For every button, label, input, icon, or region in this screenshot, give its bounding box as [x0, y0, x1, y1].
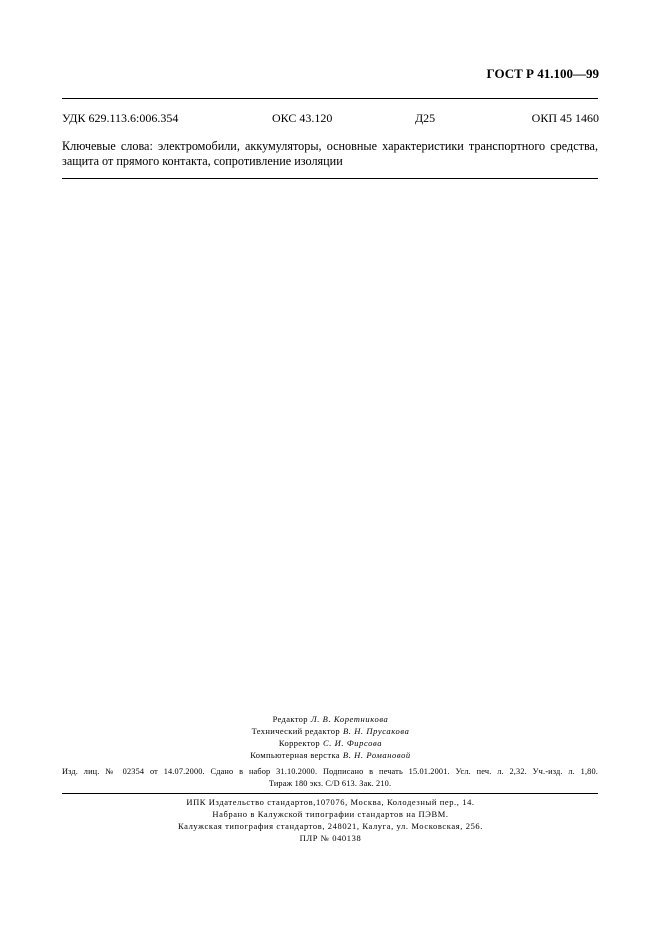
credit-name: С. И. Фирсова [322, 738, 383, 748]
okp-code: ОКП 45 1460 [531, 111, 599, 125]
credit-tech-editor [0, 725, 661, 737]
credit-editor [0, 713, 661, 725]
publication-details [62, 766, 598, 790]
standard-id: ГОСТ Р 41.100—99 [486, 66, 599, 81]
press-line-2: Набрано в Калужской типографии стандартов на ПЭВМ. [212, 809, 449, 819]
group-code: Д25 [415, 111, 436, 125]
credit-role: Технический редактор [251, 726, 340, 736]
oks-code: ОКС 43.120 [272, 111, 333, 125]
publication-line-2: Тираж 180 экз. С/D 613. Зак. 210. [268, 779, 392, 788]
top-rule [62, 98, 598, 99]
credit-role: Корректор [278, 738, 320, 748]
credit-layout [0, 749, 661, 761]
credit-name: Л. В. Коретникова [310, 714, 389, 724]
keywords-line-1: Ключевые слова: электромобили, аккумуляторы, основные характеристики транспортного средства, [62, 139, 598, 153]
press-info [0, 796, 661, 844]
udc-code: УДК 629.113.6:006.354 [62, 111, 179, 125]
editorial-credits [0, 713, 661, 761]
credit-role: Компьютерная верстка [250, 750, 340, 760]
credit-name: В. Н. Романовой [342, 750, 411, 760]
press-line-4: ПЛР № 040138 [299, 833, 362, 843]
imprint-rule [62, 793, 598, 794]
keywords-line-2: защита от прямого контакта, сопротивление изоляции [62, 154, 343, 168]
press-line-1: ИПК Издательство стандартов,107076, Москва, Колодезный пер., 14. [186, 797, 475, 807]
press-line-3: Калужская типография стандартов, 248021, Калуга, ул. Московская, 256. [177, 821, 483, 831]
credit-proofreader [0, 737, 661, 749]
publication-line-1: Изд. лиц. № 02354 от 14.07.2000. Сдано в набор 31.10.2000. Подписано в печать 15.01.2001. Усл. печ. л. 2,32. Уч.-изд. л. 1,80. [62, 767, 598, 776]
keywords-rule [62, 178, 598, 179]
credit-role: Редактор [272, 714, 308, 724]
credit-name: В. Н. Прусакова [342, 726, 410, 736]
keywords-paragraph [62, 139, 598, 169]
